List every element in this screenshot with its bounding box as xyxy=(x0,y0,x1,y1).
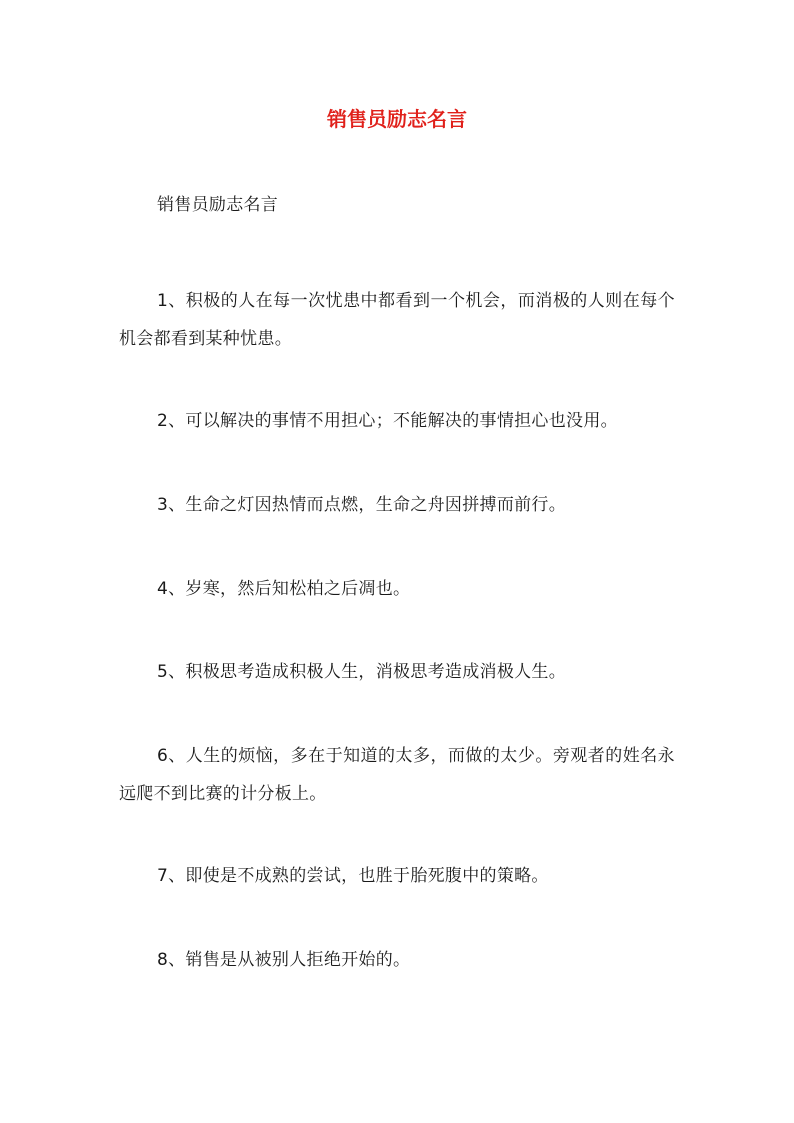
quote-4: 4、岁寒，然后知松柏之后凋也。 xyxy=(157,579,411,599)
quote-7: 7、即使是不成熟的尝试，也胜于胎死腹中的策略。 xyxy=(157,866,549,886)
quote-8: 8、销售是从被别人拒绝开始的。 xyxy=(157,950,411,970)
quote-6: 6、人生的烦恼，多在于知道的太多，而做的太少。旁观者的姓名永远爬不到比赛的计分板上。 xyxy=(119,746,675,804)
document-subtitle: 销售员励志名言 xyxy=(157,195,279,215)
quote-5: 5、积极思考造成积极人生，消极思考造成消极人生。 xyxy=(157,662,567,682)
quote-2: 2、可以解决的事情不用担心；不能解决的事情担心也没用。 xyxy=(157,411,618,431)
quote-3: 3、生命之灯因热情而点燃，生命之舟因拼搏而前行。 xyxy=(157,495,567,515)
quote-1: 1、积极的人在每一次忧患中都看到一个机会，而消极的人则在每个机会都看到某种忧患。 xyxy=(119,291,675,349)
document-body xyxy=(119,186,675,979)
document-title: 销售员励志名言 xyxy=(327,107,467,131)
